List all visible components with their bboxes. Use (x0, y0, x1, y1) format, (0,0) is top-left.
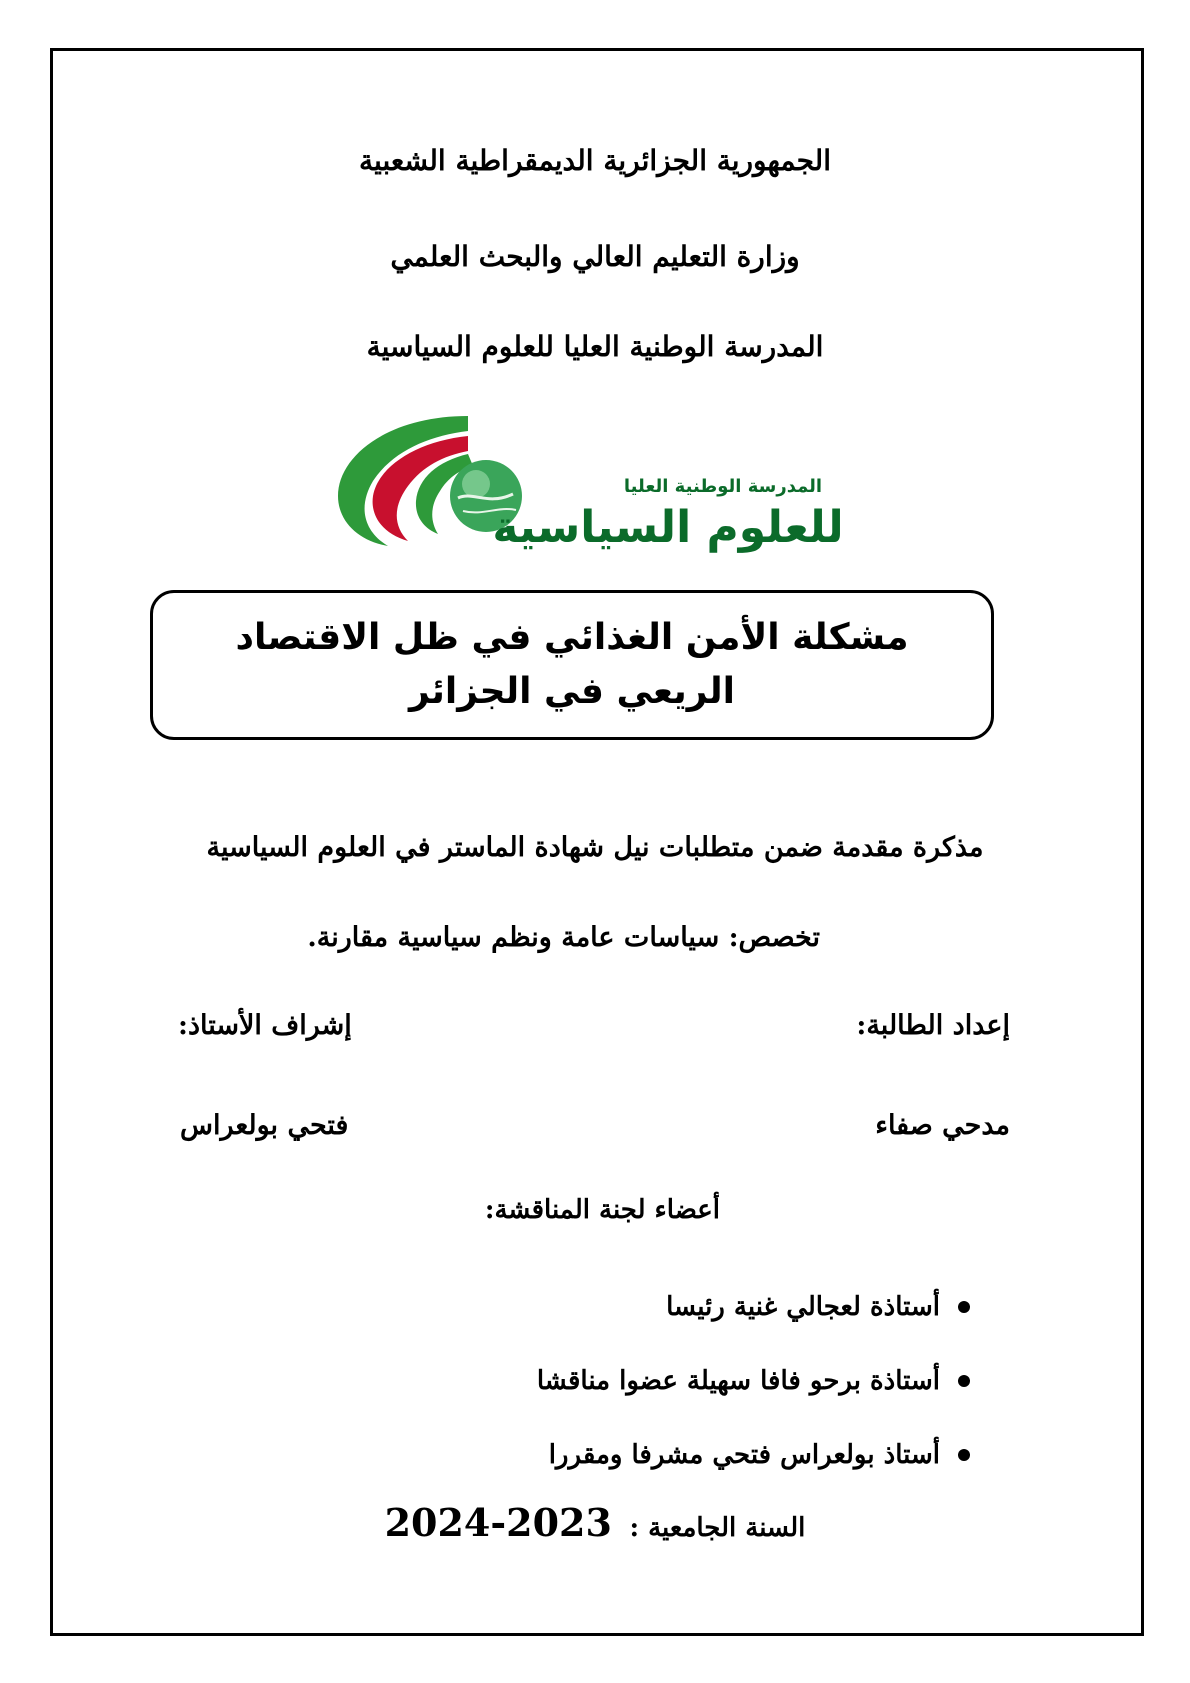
school-heading: المدرسة الوطنية العليا للعلوم السياسية (366, 330, 824, 363)
committee-list (537, 1270, 970, 1492)
thesis-title: مشكلة الأمن الغذائي في ظل الاقتصاد الريعي في الجزائر (235, 617, 909, 712)
academic-year-value: 2024-2023 (384, 1500, 612, 1545)
committee-member-text: أستاذة لعجالي غنية رئيسا (666, 1292, 940, 1322)
ministry-heading: وزارة التعليم العالي والبحث العلمي (390, 240, 800, 273)
committee-member (537, 1418, 970, 1492)
logo-large-text: للعلوم السياسية (492, 502, 844, 553)
committee-label: أعضاء لجنة المناقشة: (484, 1195, 720, 1225)
school-logo (318, 406, 844, 556)
specialization: تخصص: سياسات عامة ونظم سياسية مقارنة. (307, 922, 820, 953)
republic-heading: الجمهورية الجزائرية الديمقراطية الشعبية (358, 144, 831, 177)
prepared-by-label: إعداد الطالبة: (856, 1010, 1010, 1041)
committee-member (537, 1344, 970, 1418)
committee-member-text: أستاذة برحو فافا سهيلة عضوا مناقشا (536, 1366, 940, 1396)
logo-swoosh-icon (338, 416, 473, 546)
committee-member-text: أستاذ بولعراس فتحي مشرفا ومقررا (548, 1440, 940, 1470)
title-box (150, 590, 994, 740)
bullet-icon (958, 1375, 970, 1387)
academic-year-label: السنة الجامعية : (629, 1513, 806, 1543)
logo-small-text: المدرسة الوطنية العليا (623, 476, 823, 497)
student-name: مدحي صفاء (875, 1110, 1010, 1141)
bullet-icon (958, 1301, 970, 1313)
supervised-by-label: إشراف الأستاذ: (178, 1010, 352, 1041)
committee-member (537, 1270, 970, 1344)
thesis-description: مذكرة مقدمة ضمن متطلبات نيل شهادة الماستر في العلوم السياسية (206, 832, 984, 863)
bullet-icon (958, 1449, 970, 1461)
supervisor-name: فتحي بولعراس (180, 1110, 349, 1141)
academic-year (0, 1500, 1190, 1545)
